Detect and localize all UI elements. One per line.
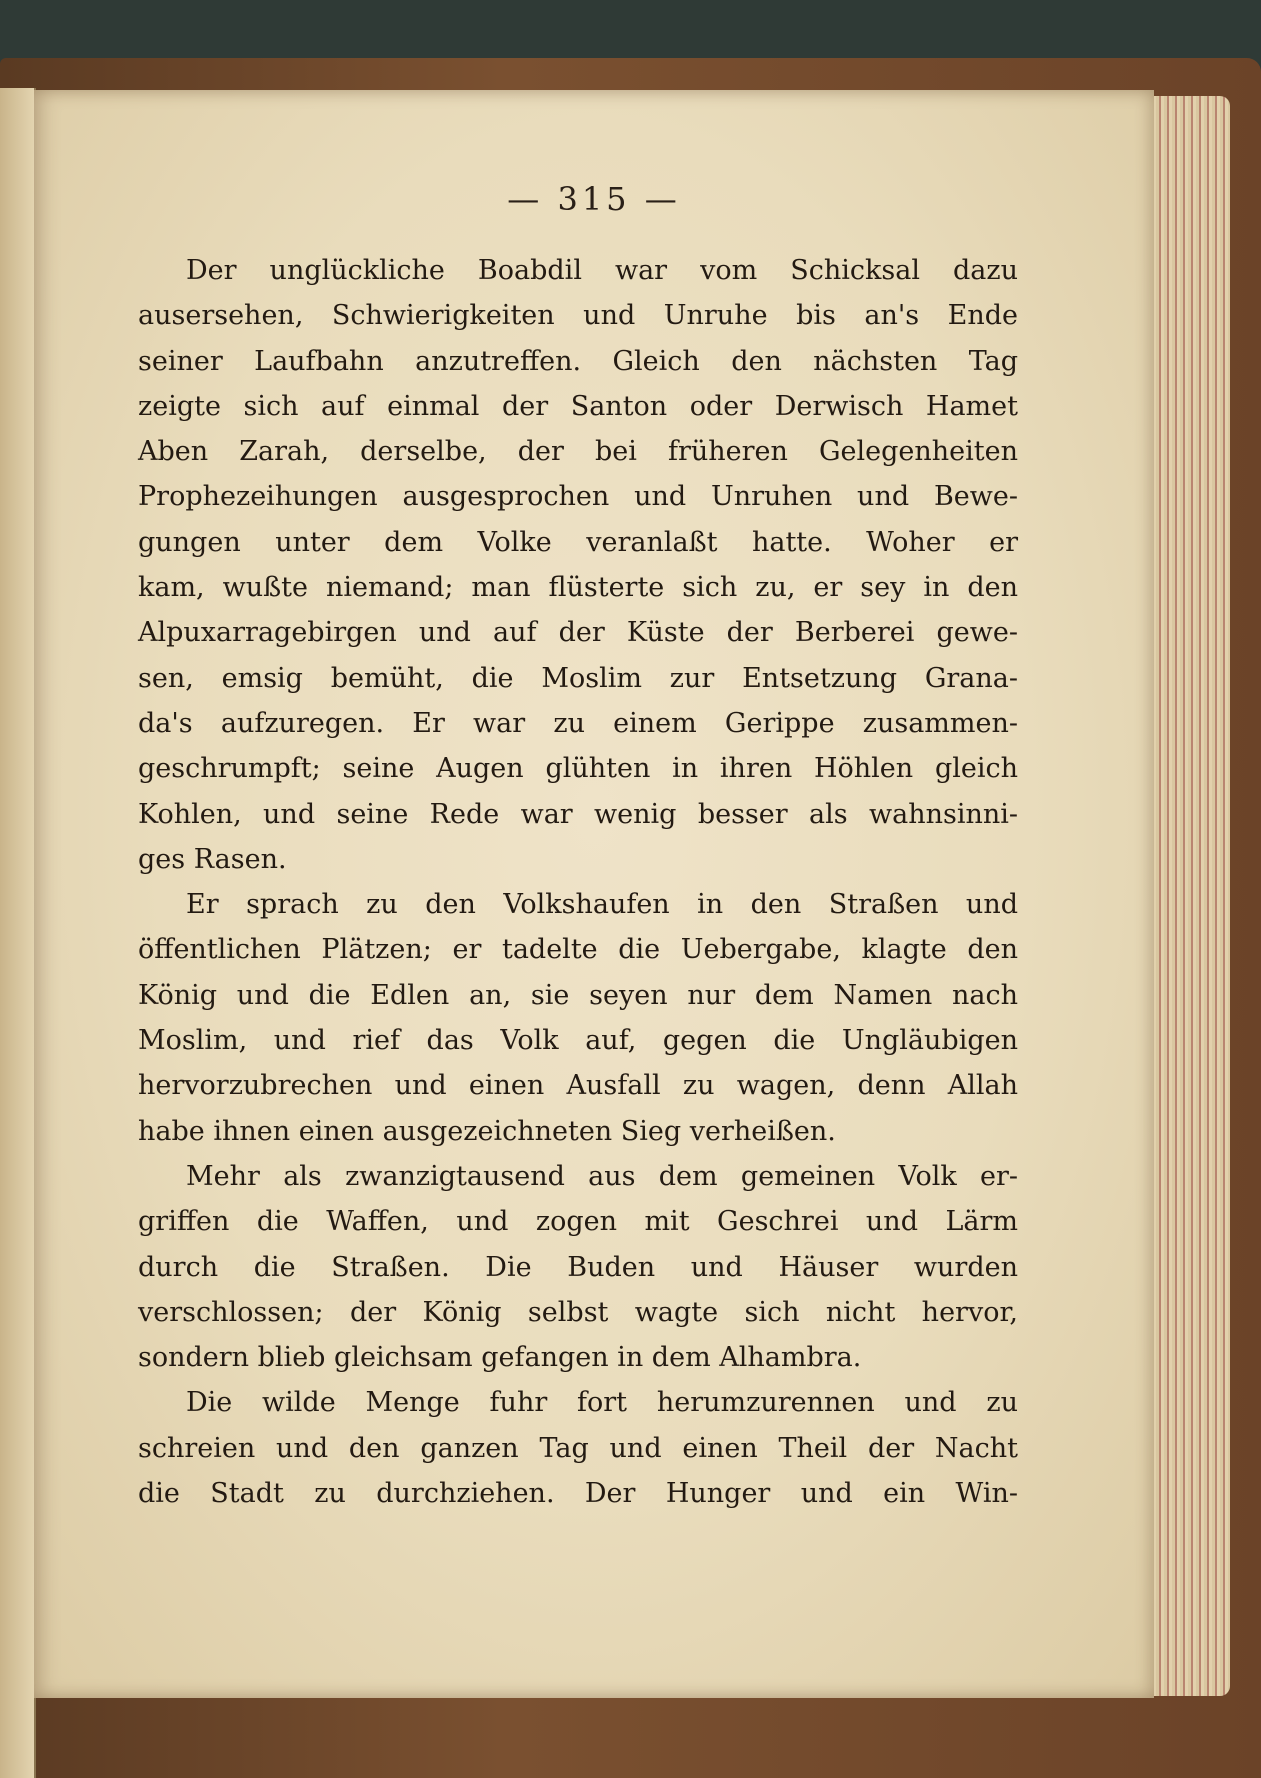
text-line: da's aufzuregen. Er war zu einem Gerippe zusammen- — [138, 707, 1018, 739]
text-line: gungen unter dem Volke veranlaßt hatte. Woher er — [138, 526, 1018, 558]
text-line: die Stadt zu durchziehen. Der Hunger und ein Win- — [138, 1478, 1018, 1510]
text-line: ges Rasen. — [138, 843, 287, 875]
text-line: seiner Laufbahn anzutreffen. Gleich den nächsten Tag — [138, 345, 1018, 377]
text-line: Der unglückliche Boabdil war vom Schicksal dazu — [186, 255, 1018, 286]
text-line: hervorzubrechen und einen Ausfall zu wagen, denn Allah — [138, 1070, 1018, 1102]
text-line: geschrumpft; seine Augen glühten in ihren Höhlen gleich — [138, 753, 1018, 785]
page-number: — 315 — — [507, 180, 681, 218]
text-line: zeigte sich auf einmal der Santon oder Derwisch Hamet — [138, 390, 1018, 422]
paragraph — [138, 1380, 1018, 1516]
text-line: verschlossen; der König selbst wagte sich nicht hervor, — [138, 1296, 1018, 1328]
text-line: Moslim, und rief das Volk auf, gegen die Ungläubigen — [138, 1025, 1018, 1057]
text-line: Aben Zarah, derselbe, der bei früheren Gelegenheiten — [138, 436, 1018, 468]
paragraph — [138, 248, 1018, 882]
text-line: sen, emsig bemüht, die Moslim zur Entsetzung Grana- — [138, 662, 1018, 694]
text-line: Alpuxarragebirgen und auf der Küste der Berberei gewe- — [138, 617, 1018, 649]
text-line: durch die Straßen. Die Buden und Häuser wurden — [138, 1251, 1018, 1283]
page-body — [138, 248, 1018, 1516]
text-line: Prophezeihungen ausgesprochen und Unruhen und Bewe- — [138, 481, 1018, 513]
book-page — [34, 90, 1154, 1698]
text-line: ausersehen, Schwierigkeiten und Unruhe bis an's Ende — [138, 300, 1018, 332]
text-line: öffentlichen Plätzen; er tadelte die Uebergabe, klagte den — [138, 934, 1018, 966]
text-line: sondern blieb gleichsam gefangen in dem Alhambra. — [138, 1342, 862, 1374]
text-line: griffen die Waffen, und zogen mit Geschrei und Lärm — [138, 1206, 1018, 1238]
text-line: kam, wußte niemand; man flüsterte sich zu, er sey in den — [138, 572, 1018, 604]
left-page-edge — [0, 88, 36, 1778]
paragraph — [138, 882, 1018, 1154]
text-line: Mehr als zwanzigtausend aus dem gemeinen Volk er- — [186, 1160, 1018, 1192]
text-line: Kohlen, und seine Rede war wenig besser als wahnsinni- — [138, 798, 1018, 830]
text-line: Die wilde Menge fuhr fort herumzurennen und zu — [186, 1387, 1018, 1419]
text-line: Er sprach zu den Volkshaufen in den Straßen und — [186, 889, 1018, 921]
paragraph — [138, 1154, 1018, 1380]
text-line: König und die Edlen an, sie seyen nur dem Namen nach — [138, 979, 1018, 1011]
text-line: habe ihnen einen ausgezeichneten Sieg verheißen. — [138, 1115, 836, 1147]
text-line: schreien und den ganzen Tag und einen Theil der Nacht — [138, 1432, 1018, 1464]
